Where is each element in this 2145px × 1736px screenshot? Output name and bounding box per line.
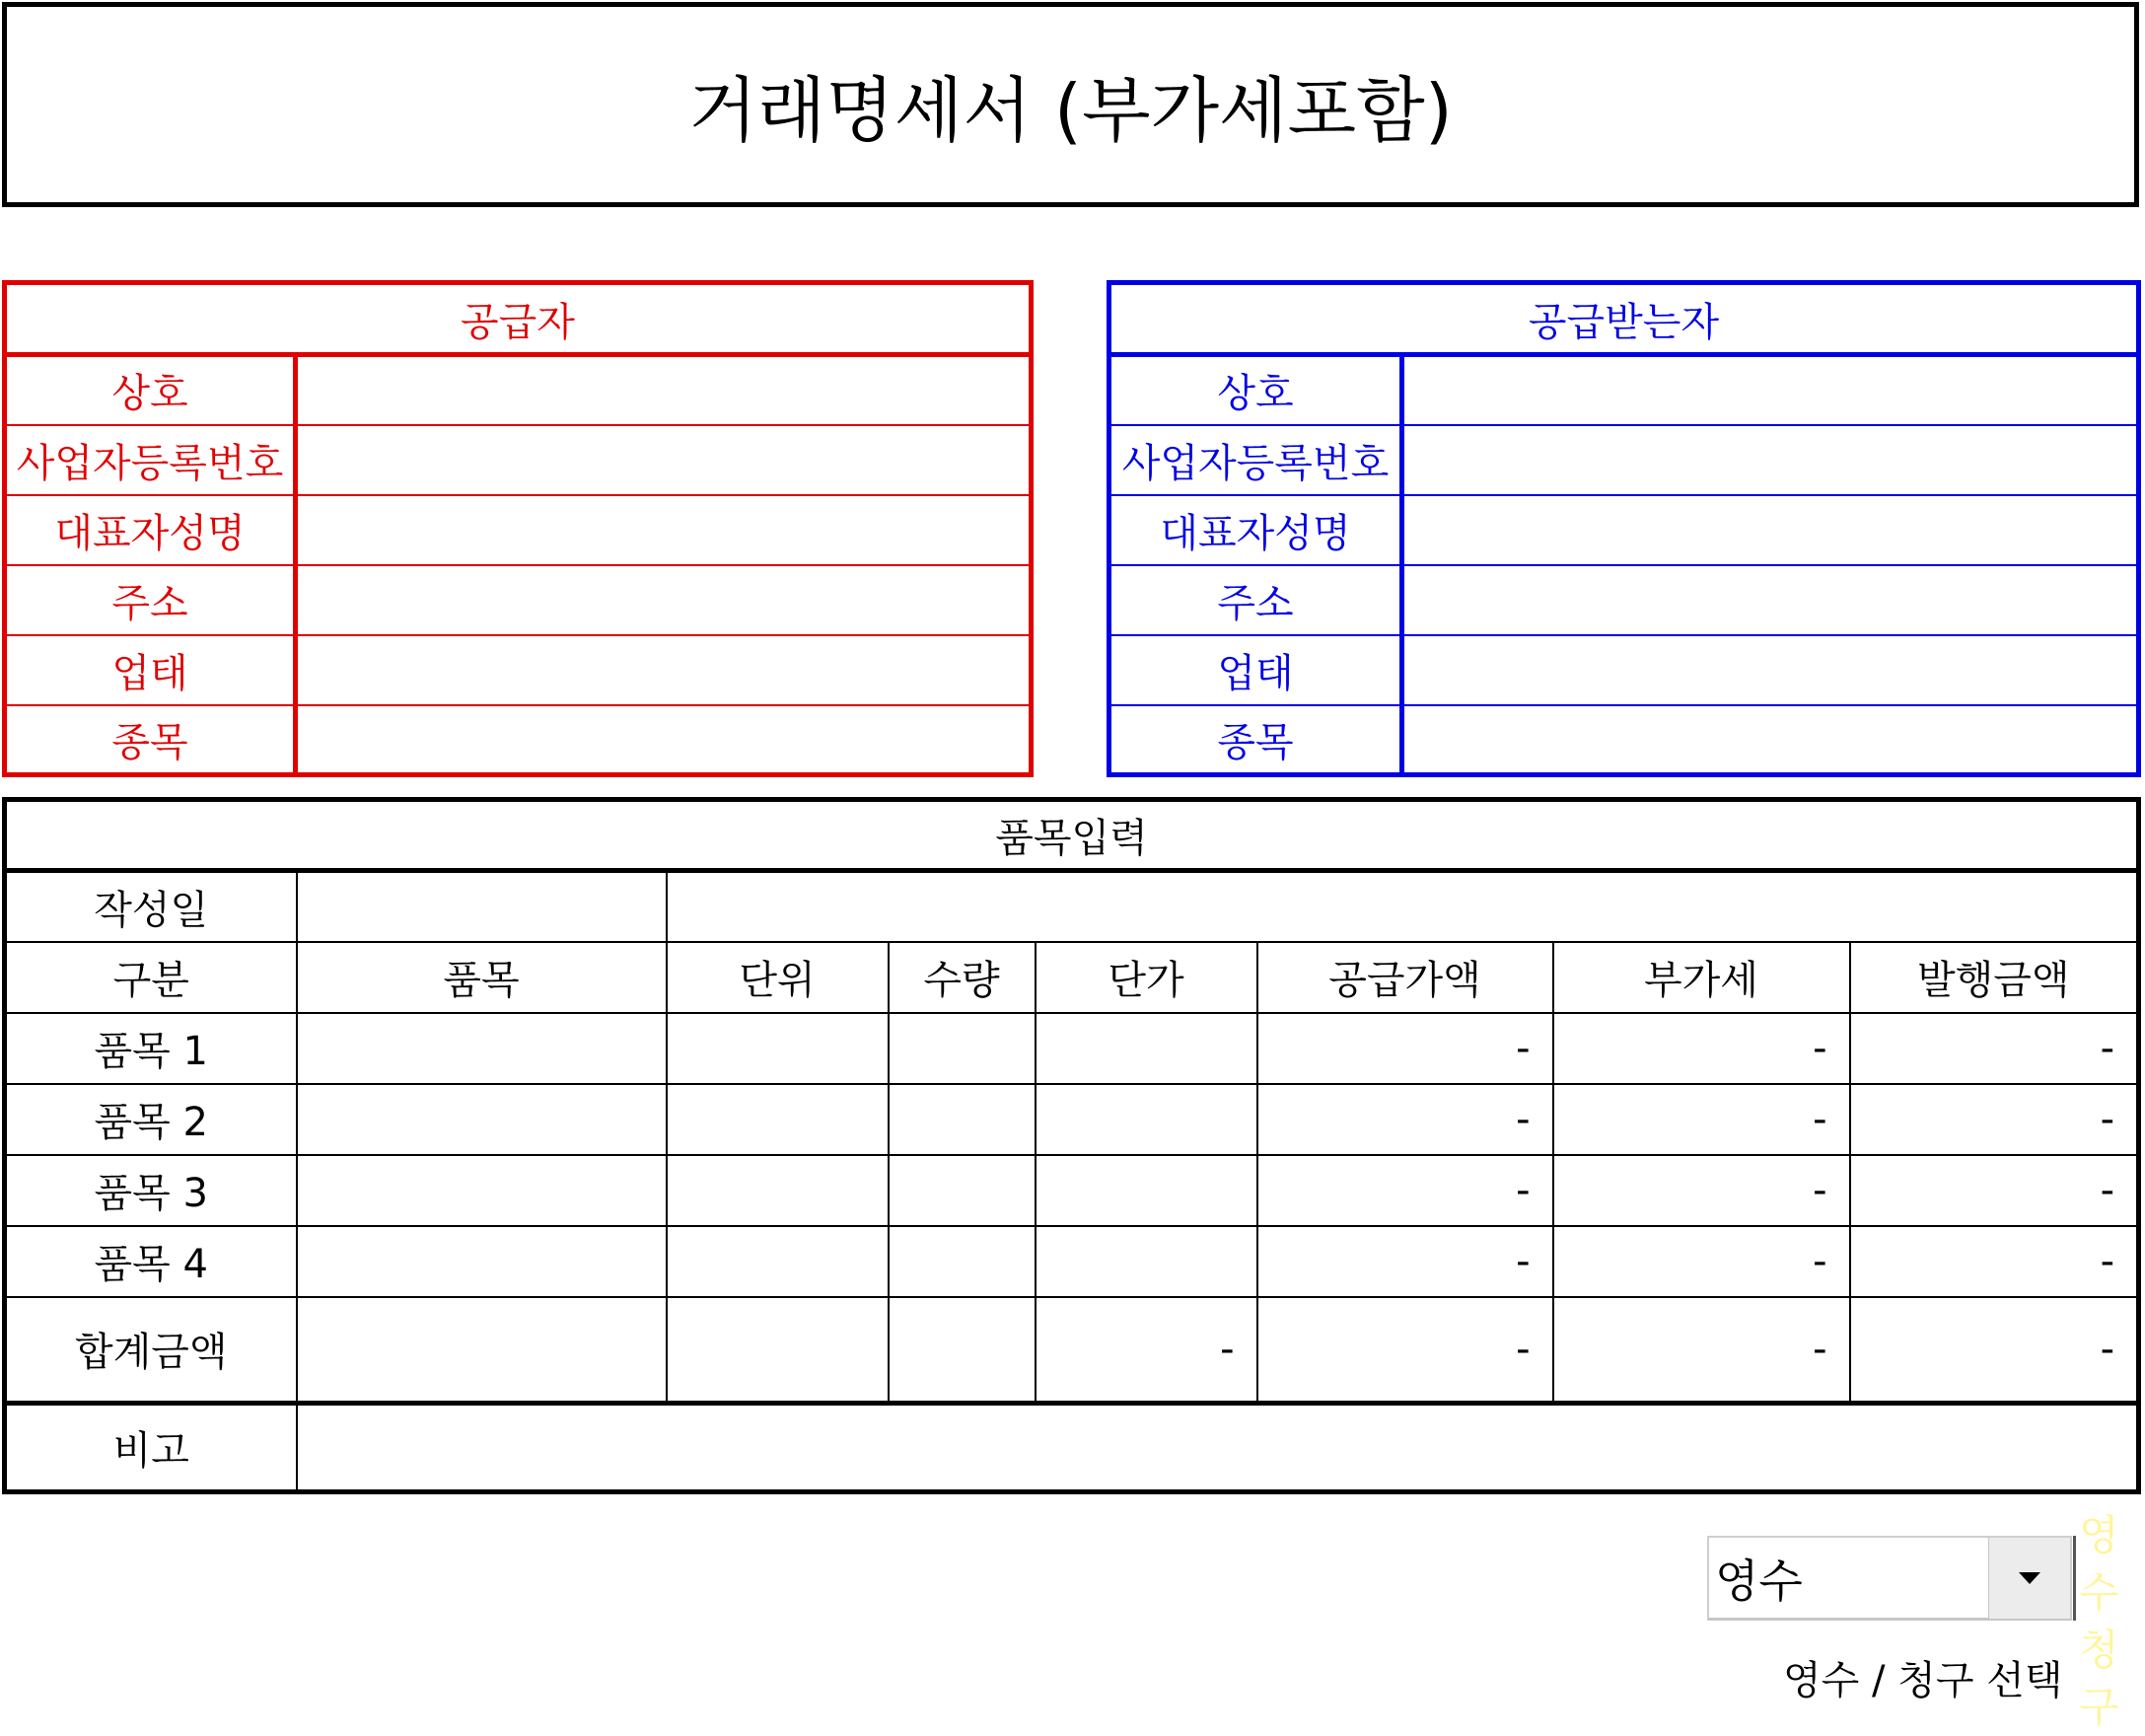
issue-amount-cell: - <box>1850 1226 2139 1297</box>
dropdown-button[interactable] <box>1988 1538 2070 1619</box>
col-issue-amount: 발행금액 <box>1850 942 2139 1013</box>
row-label: 품목 2 <box>5 1084 297 1155</box>
issue-amount-cell: - <box>1850 1155 2139 1226</box>
remark-field[interactable] <box>297 1404 2139 1492</box>
dropdown-divider <box>2073 1536 2076 1621</box>
unit-price-cell[interactable] <box>1036 1013 1257 1084</box>
table-row <box>5 1013 2139 1084</box>
receiver-table <box>1107 280 2141 777</box>
items-table <box>2 797 2141 1494</box>
receipt-type-value: 영수 <box>1715 1554 1803 1608</box>
supplier-label-representative: 대표자성명 <box>5 495 296 565</box>
receipt-option-list <box>2079 1507 2145 1736</box>
col-supply-amount: 공급가액 <box>1257 942 1553 1013</box>
unit-cell[interactable] <box>667 1084 889 1155</box>
supplier-name-field[interactable] <box>296 355 1032 425</box>
supplier-label-address: 주소 <box>5 565 296 635</box>
item-name-cell[interactable] <box>297 1226 667 1297</box>
supplier-address-field[interactable] <box>296 565 1032 635</box>
total-unit-cell <box>667 1297 889 1404</box>
row-label: 품목 4 <box>5 1226 297 1297</box>
supplier-business-type-field[interactable] <box>296 635 1032 705</box>
chevron-down-icon <box>2019 1572 2040 1584</box>
supply-amount-cell: - <box>1257 1013 1553 1084</box>
receiver-label-business-number: 사업자등록번호 <box>1109 425 1402 495</box>
supplier-representative-field[interactable] <box>296 495 1032 565</box>
receiver-label-representative: 대표자성명 <box>1109 495 1402 565</box>
quantity-cell[interactable] <box>889 1084 1036 1155</box>
supplier-table <box>2 280 1034 777</box>
receiver-label-business-item: 종목 <box>1109 705 1402 775</box>
unit-price-cell[interactable] <box>1036 1084 1257 1155</box>
document-title-box <box>2 2 2139 207</box>
unit-cell[interactable] <box>667 1013 889 1084</box>
row-label: 품목 1 <box>5 1013 297 1084</box>
table-row <box>5 1084 2139 1155</box>
col-unit-price: 단가 <box>1036 942 1257 1013</box>
supplier-label-business-item: 종목 <box>5 705 296 775</box>
unit-price-cell[interactable] <box>1036 1226 1257 1297</box>
supplier-label-business-number: 사업자등록번호 <box>5 425 296 495</box>
total-quantity-cell <box>889 1297 1036 1404</box>
receiver-address-field[interactable] <box>1402 565 2139 635</box>
receiver-business-item-field[interactable] <box>1402 705 2139 775</box>
quantity-cell[interactable] <box>889 1013 1036 1084</box>
option-claim: 청구 <box>2079 1626 2119 1731</box>
unit-cell[interactable] <box>667 1226 889 1297</box>
supply-amount-cell: - <box>1257 1084 1553 1155</box>
receiver-label-address: 주소 <box>1109 565 1402 635</box>
supplier-header: 공급자 <box>5 283 1032 355</box>
vat-cell: - <box>1553 1155 1850 1226</box>
quantity-cell[interactable] <box>889 1226 1036 1297</box>
total-issue-amount: - <box>1850 1297 2139 1404</box>
issue-amount-cell: - <box>1850 1084 2139 1155</box>
items-header: 품목입력 <box>5 800 2139 871</box>
receiver-header: 공급받는자 <box>1109 283 2139 355</box>
vat-cell: - <box>1553 1226 1850 1297</box>
total-vat: - <box>1553 1297 1850 1404</box>
table-row <box>5 1226 2139 1297</box>
col-quantity: 수량 <box>889 942 1036 1013</box>
date-label: 작성일 <box>5 871 297 942</box>
col-item: 품목 <box>297 942 667 1013</box>
remark-label: 비고 <box>5 1404 297 1492</box>
supplier-business-item-field[interactable] <box>296 705 1032 775</box>
unit-cell[interactable] <box>667 1155 889 1226</box>
col-category: 구분 <box>5 942 297 1013</box>
supply-amount-cell: - <box>1257 1226 1553 1297</box>
supplier-business-number-field[interactable] <box>296 425 1032 495</box>
item-name-cell[interactable] <box>297 1155 667 1226</box>
receipt-type-select[interactable] <box>1707 1536 2072 1621</box>
receiver-label-name: 상호 <box>1109 355 1402 425</box>
receiver-representative-field[interactable] <box>1402 495 2139 565</box>
date-field[interactable] <box>297 871 667 942</box>
total-unit-price: - <box>1036 1297 1257 1404</box>
supplier-label-name: 상호 <box>5 355 296 425</box>
total-supply-amount: - <box>1257 1297 1553 1404</box>
item-name-cell[interactable] <box>297 1013 667 1084</box>
supplier-label-business-type: 업태 <box>5 635 296 705</box>
date-blank <box>667 871 2139 942</box>
unit-price-cell[interactable] <box>1036 1155 1257 1226</box>
issue-amount-cell: - <box>1850 1013 2139 1084</box>
supply-amount-cell: - <box>1257 1155 1553 1226</box>
document-title: 거래명세서 (부가세포함) <box>688 69 1453 152</box>
receiver-label-business-type: 업태 <box>1109 635 1402 705</box>
row-label: 품목 3 <box>5 1155 297 1226</box>
total-label: 합계금액 <box>5 1297 297 1404</box>
receiver-name-field[interactable] <box>1402 355 2139 425</box>
total-item-cell <box>297 1297 667 1404</box>
vat-cell: - <box>1553 1013 1850 1084</box>
receiver-business-number-field[interactable] <box>1402 425 2139 495</box>
item-name-cell[interactable] <box>297 1084 667 1155</box>
col-vat: 부가세 <box>1553 942 1850 1013</box>
table-row <box>5 1155 2139 1226</box>
vat-cell: - <box>1553 1084 1850 1155</box>
option-receipt: 영수 <box>2079 1511 2119 1617</box>
quantity-cell[interactable] <box>889 1155 1036 1226</box>
col-unit: 단위 <box>667 942 889 1013</box>
receiver-business-type-field[interactable] <box>1402 635 2139 705</box>
total-row <box>5 1297 2139 1404</box>
receipt-select-hint: 영수 / 청구 선택 <box>1783 1658 2063 1703</box>
